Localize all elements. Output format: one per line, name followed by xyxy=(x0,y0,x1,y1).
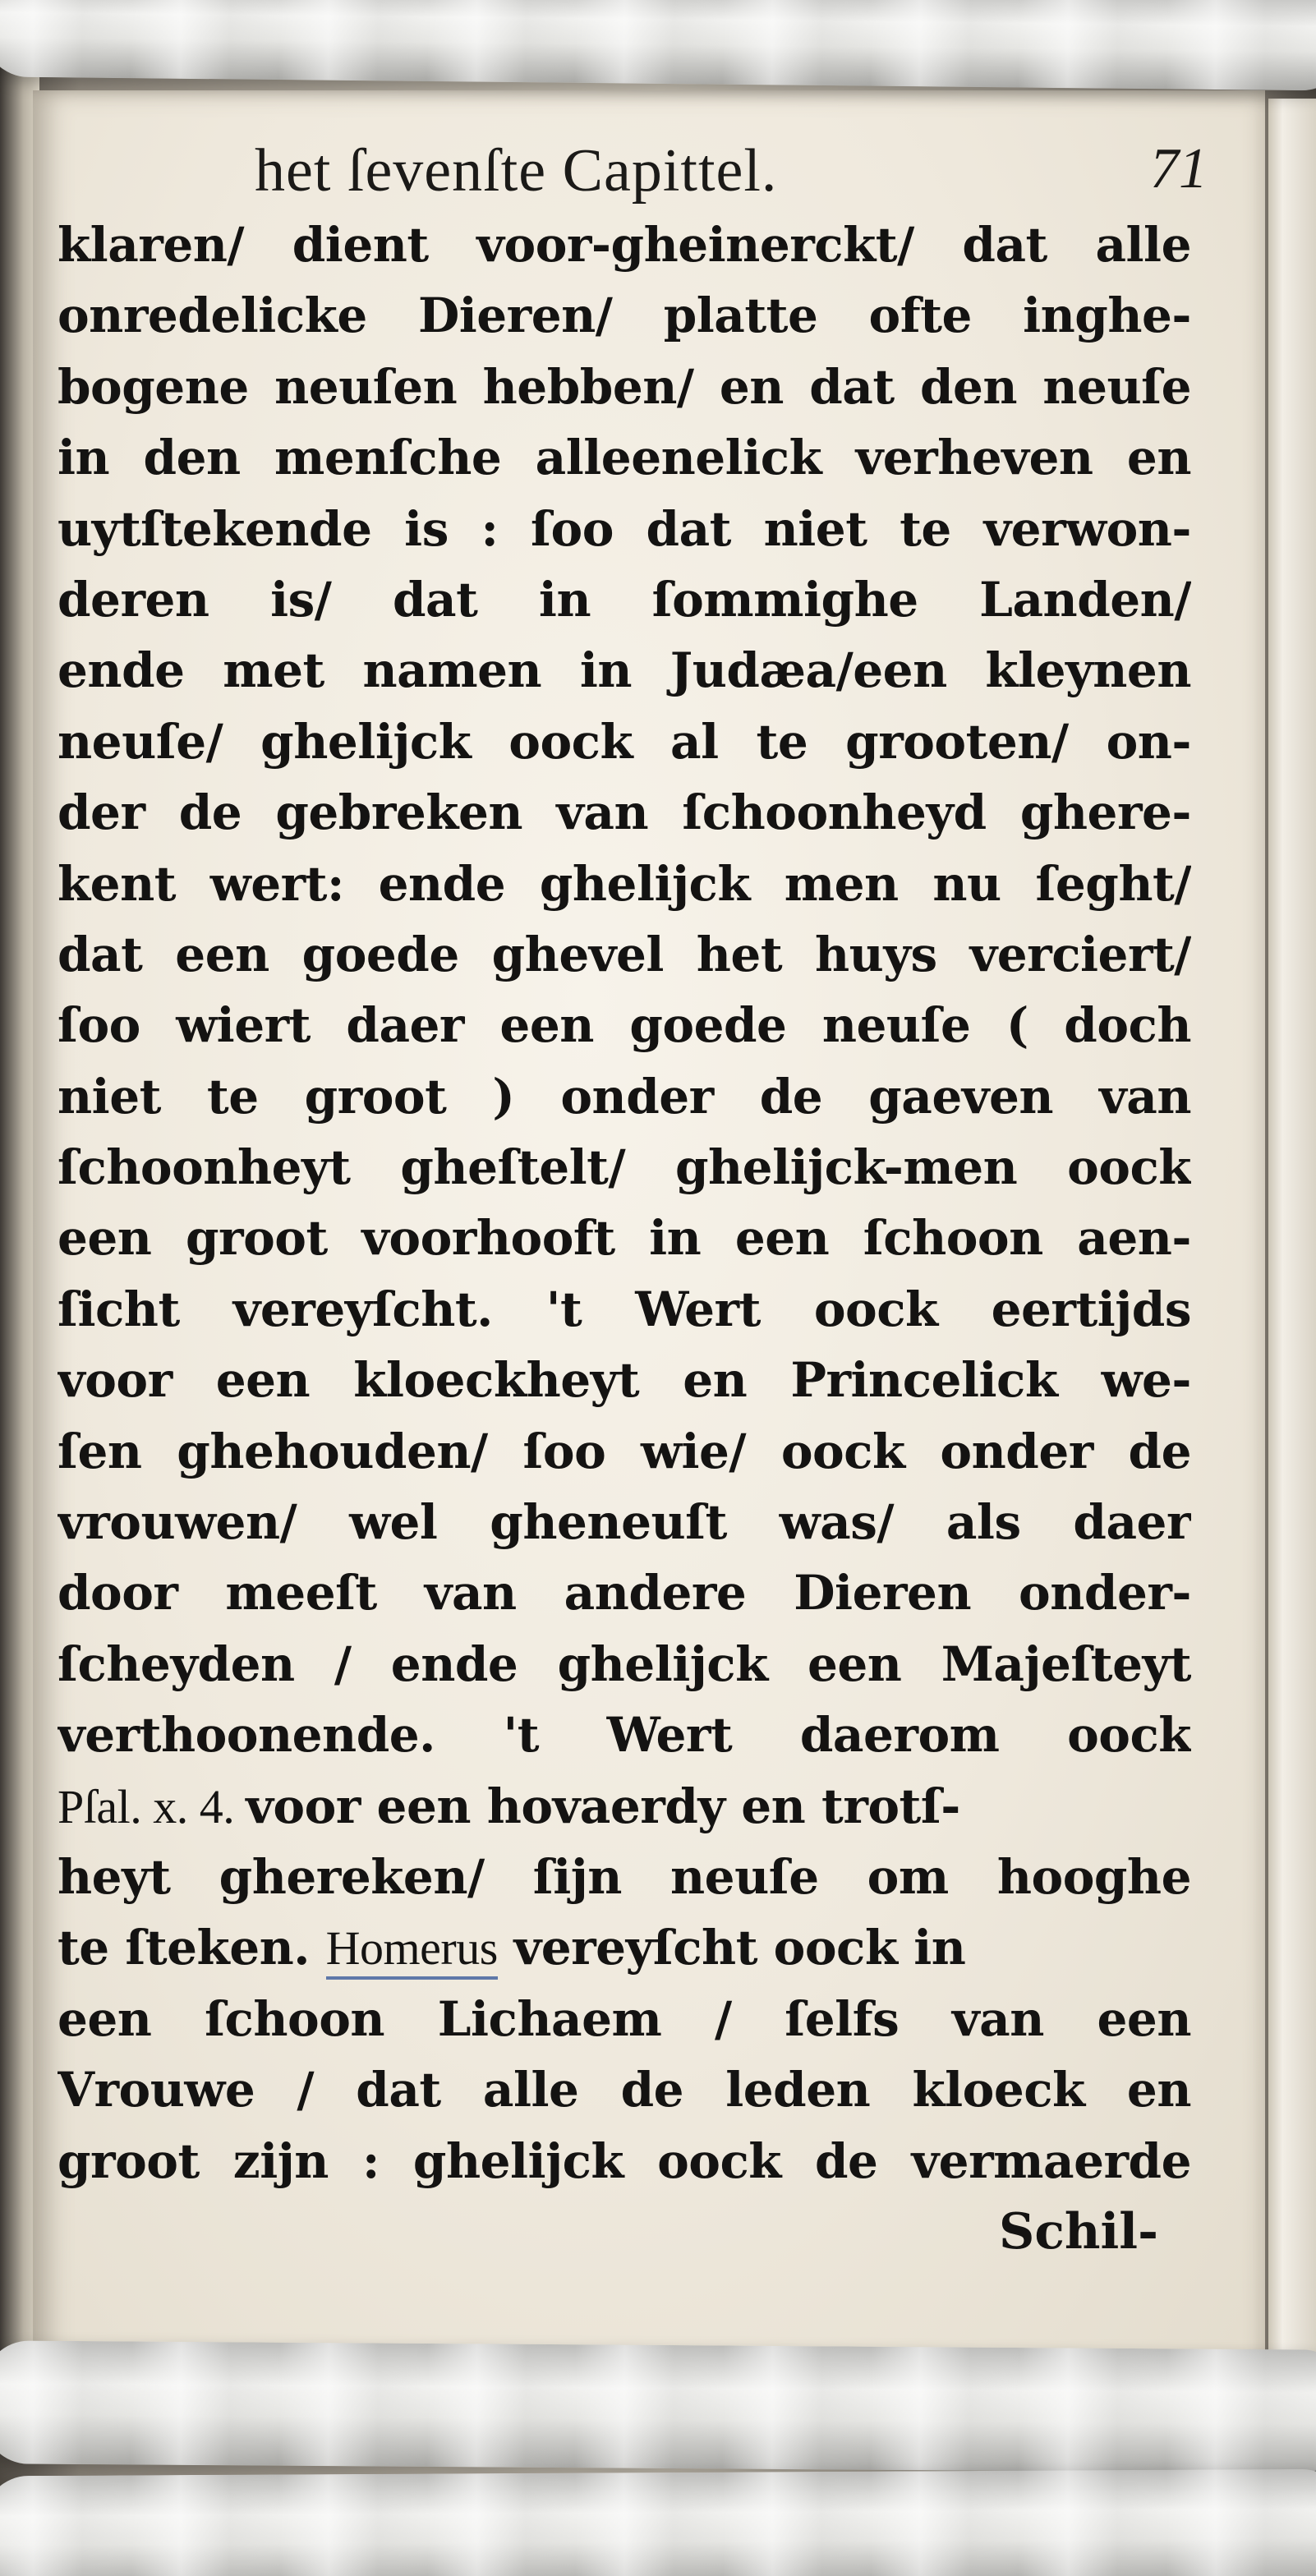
text-segment: een groot voorhooft in een ſchoon aen- xyxy=(58,1210,1191,1267)
text-segment: voor een hovaerdy en trotſ- xyxy=(246,1778,960,1834)
text-line xyxy=(58,706,1191,777)
bead-weight-bottom xyxy=(0,2340,1316,2473)
text-line xyxy=(58,280,1191,351)
margin-reference: Pſal. x. 4. xyxy=(58,1779,246,1833)
text-segment: bogene neuſen hebben/ en dat den neuſe xyxy=(58,358,1191,415)
text-segment: kent wert: ende ghelijck men nu ſeght/ xyxy=(58,855,1191,912)
text-line xyxy=(58,1700,1191,1770)
text-segment: der de gebreken van ſchoonheyd ghere- xyxy=(58,784,1191,841)
text-segment: te ſteken. xyxy=(58,1920,326,1976)
text-segment: verthoonende. 't Wert daerom oock xyxy=(58,1707,1191,1764)
text-segment: deren is/ dat in ſommighe Landen/ xyxy=(58,571,1191,628)
text-line xyxy=(58,1061,1191,1132)
text-line xyxy=(58,1912,1191,1983)
catchword: Schil- xyxy=(999,2202,1158,2261)
text-segment: ende met namen in Judæa/een kleynen xyxy=(58,642,1191,699)
text-line xyxy=(58,352,1191,422)
text-line xyxy=(58,1984,1191,2054)
text-line xyxy=(58,494,1191,564)
text-line xyxy=(58,777,1191,848)
text-line xyxy=(58,209,1191,280)
text-segment: een ſchoon Lichaem / ſelfs van een xyxy=(58,1990,1191,2047)
text-segment: ſcheyden / ende ghelijck een Majeſteyt xyxy=(58,1635,1191,1692)
text-line xyxy=(58,1557,1191,1628)
bead-weight-bottom-lower xyxy=(0,2469,1316,2576)
text-line xyxy=(58,1842,1191,1912)
text-line xyxy=(58,849,1191,919)
text-segment: door meeſt van andere Dieren onder- xyxy=(58,1565,1191,1622)
text-segment: groot zijn : ghelijck oock de vermaerde xyxy=(58,2132,1191,2189)
book-page xyxy=(33,90,1265,2382)
text-line xyxy=(58,2054,1191,2125)
text-line xyxy=(58,564,1191,635)
text-line xyxy=(58,1345,1191,1415)
text-line xyxy=(58,919,1191,990)
text-block xyxy=(58,209,1191,2267)
text-line xyxy=(58,1629,1191,1700)
text-line xyxy=(58,422,1191,493)
text-segment: vrouwen/ wel gheneuſt was/ als daer xyxy=(58,1494,1191,1551)
text-line xyxy=(58,1487,1191,1557)
name-homerus: Homerus xyxy=(326,1921,498,1980)
text-line xyxy=(58,2126,1191,2196)
text-segment: ſoo wiert daer een goede neuſe ( doch xyxy=(58,997,1191,1054)
page-number: 71 xyxy=(1150,137,1208,200)
text-line xyxy=(58,1132,1191,1203)
text-segment: neuſe/ ghelijck oock al te grooten/ on- xyxy=(58,713,1191,770)
text-segment: voor een kloeckheyt en Princelick we- xyxy=(58,1352,1191,1409)
text-segment: ſchoonheyt gheſtelt/ ghelijck-men oock xyxy=(58,1139,1191,1196)
text-segment: uytſtekende is : ſoo dat niet te verwon- xyxy=(58,500,1191,557)
text-line xyxy=(58,1771,1191,1842)
text-line xyxy=(58,1274,1191,1345)
text-line xyxy=(58,990,1191,1060)
text-line xyxy=(58,1203,1191,1273)
text-segment: ſen ghehouden/ ſoo wie/ oock onder de xyxy=(58,1423,1191,1479)
text-segment: Vrouwe / dat alle de leden kloeck en xyxy=(58,2062,1191,2118)
text-line xyxy=(58,1416,1191,1487)
text-segment: klaren/ dient voor-gheinerckt/ dat alle xyxy=(58,217,1191,273)
book-fore-edge xyxy=(1268,99,1316,2399)
text-segment: heyt ghereken/ ſijn neuſe om hooghe xyxy=(58,1848,1191,1905)
text-segment: ſicht vereyſcht. 't Wert oock eertijds xyxy=(58,1281,1191,1337)
text-segment: onredelicke Dieren/ platte ofte inghe- xyxy=(58,288,1191,344)
text-line xyxy=(58,635,1191,706)
bead-weight-top xyxy=(0,0,1316,91)
text-segment: niet te groot ) onder de gaeven van xyxy=(58,1068,1191,1125)
running-head: het ſevenſte Capittel. xyxy=(255,137,778,205)
text-segment: in den menſche alleenelick verheven en xyxy=(58,430,1191,486)
page-header xyxy=(205,131,1208,222)
text-segment: dat een goede ghevel het huys verciert/ xyxy=(58,926,1191,982)
text-segment: vereyſcht oock in xyxy=(497,1920,966,1976)
